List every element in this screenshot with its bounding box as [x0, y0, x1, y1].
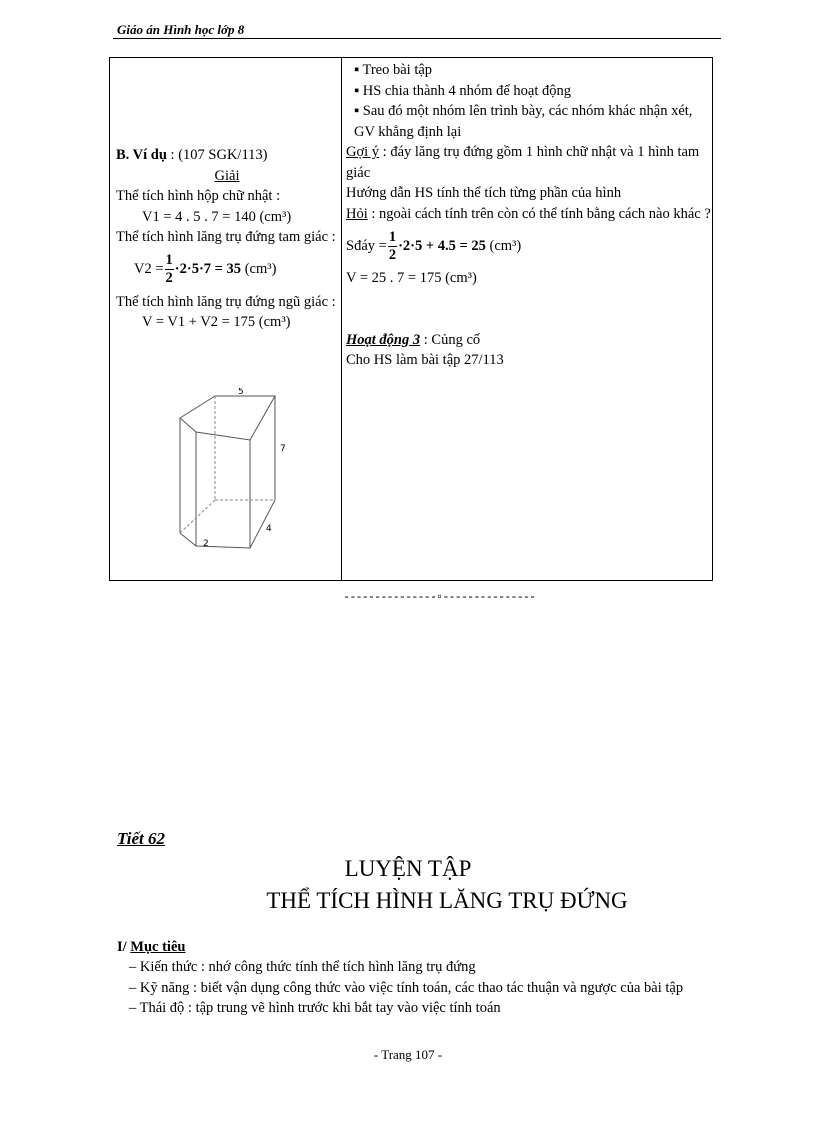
base-area-product: ·2·5 + 4.5 = 25: [398, 237, 486, 254]
base-area-denominator: 2: [388, 246, 397, 263]
prism-label-top: 5: [238, 388, 244, 397]
volume-line: V = 25 . 7 = 175 (cm³): [346, 270, 477, 286]
v2-numerator: 1: [165, 252, 173, 268]
v1-formula: V1 = 4 . 5 . 7 = 140 (cm³): [142, 208, 292, 225]
v2-denominator: 2: [165, 270, 173, 286]
objective-item: – Kỹ năng : biết vận dụng công thức vào việc tính toán, các thao tác thuận và ngược của bài tập: [129, 979, 684, 996]
activity-bullet: ▪ Sau đó một nhóm lên trình bày, các nhóm khác nhận xét, GV khẳng định lại: [354, 103, 693, 140]
base-area-prefix: Sđáy =: [346, 237, 387, 254]
left-column: [116, 145, 338, 333]
activity-bullet: ▪ Treo bài tập: [354, 62, 433, 78]
base-area-formula: [346, 224, 711, 268]
lesson-subtitle: THỂ TÍCH HÌNH LĂNG TRỤ ĐỨNG: [266, 888, 628, 913]
base-area-unit: (cm³): [489, 237, 522, 254]
v2-formula: [116, 248, 338, 292]
exercise-line: Cho HS làm bài tập 27/113: [346, 352, 504, 368]
activity-bullet: ▪ HS chia thành 4 nhóm để hoạt động: [354, 82, 571, 99]
solution-label: Giải: [214, 167, 240, 184]
question-text: : ngoài cách tính trên còn có thể tính bằng cách nào khác ?: [371, 205, 711, 222]
example-heading: [116, 145, 338, 166]
header-rule: [113, 38, 721, 39]
prism-top-face: [180, 396, 275, 440]
prism-label-bottom: 2: [203, 539, 209, 549]
v2-unit: (cm³): [244, 261, 277, 278]
example-heading-label: B. Ví dụ: [116, 147, 167, 163]
box-volume-label: Thể tích hình hộp chữ nhật :: [116, 188, 281, 204]
v2-product: ·2·5·7 = 35: [174, 261, 242, 278]
section-separator: ---------------▫---------------: [343, 590, 536, 604]
activity-3-text: : Củng cố: [423, 331, 481, 348]
objectives-label: Mục tiêu: [130, 939, 186, 955]
lesson-title: LUYỆN TẬP: [344, 856, 472, 881]
hint-label: Gợi ý: [346, 144, 380, 160]
v2-fraction: [165, 252, 174, 287]
v-total-formula: V = V1 + V2 = 175 (cm³): [142, 314, 291, 330]
base-area-numerator: 1: [388, 228, 397, 245]
lesson-number: Tiết 62: [117, 829, 165, 848]
objectives-prefix: I/: [117, 939, 127, 955]
right-column: [346, 60, 711, 371]
objectives-list: [117, 957, 787, 1019]
guide-line: Hướng dẫn HS tính thể tích từng phần của hình: [346, 185, 622, 201]
prism-label-side: 7: [280, 444, 286, 454]
column-divider: [341, 58, 342, 580]
question-label: Hỏi: [346, 205, 368, 222]
prism-bottom-face: [180, 500, 275, 548]
objectives-heading: [117, 937, 185, 958]
objective-item: – Thái độ : tập trung vẽ hình trước khi bắt tay vào việc tính toán: [129, 1000, 501, 1016]
example-reference: : (107 SGK/113): [170, 147, 268, 163]
pentagonal-prism-label: Thể tích hình lăng trụ đứng ngũ giác :: [116, 293, 336, 310]
v2-prefix: V2 =: [134, 261, 164, 278]
triangular-prism-label: Thể tích hình lăng trụ đứng tam giác :: [116, 229, 336, 245]
base-area-fraction: [388, 229, 397, 264]
spacer: [346, 289, 711, 330]
hint-line: [346, 142, 711, 183]
question-line: [346, 204, 711, 225]
page-number: - Trang 107 -: [373, 1047, 443, 1062]
activity-3-line: [346, 330, 711, 351]
prism-figure: [160, 388, 300, 568]
activity-3-label: Hoạt động 3: [346, 331, 421, 348]
lesson-table: [109, 57, 713, 581]
objective-item: – Kiến thức : nhớ công thức tính thể tích hình lăng trụ đứng: [129, 959, 476, 975]
prism-label-bottom-right: 4: [266, 524, 272, 534]
prism-hidden-edge: [180, 500, 215, 533]
hint-text: : đáy lăng trụ đứng gồm 1 hình chữ nhật và 1 hình tam giác: [346, 144, 700, 181]
document-header: Giáo án Hình học lớp 8: [117, 22, 245, 37]
